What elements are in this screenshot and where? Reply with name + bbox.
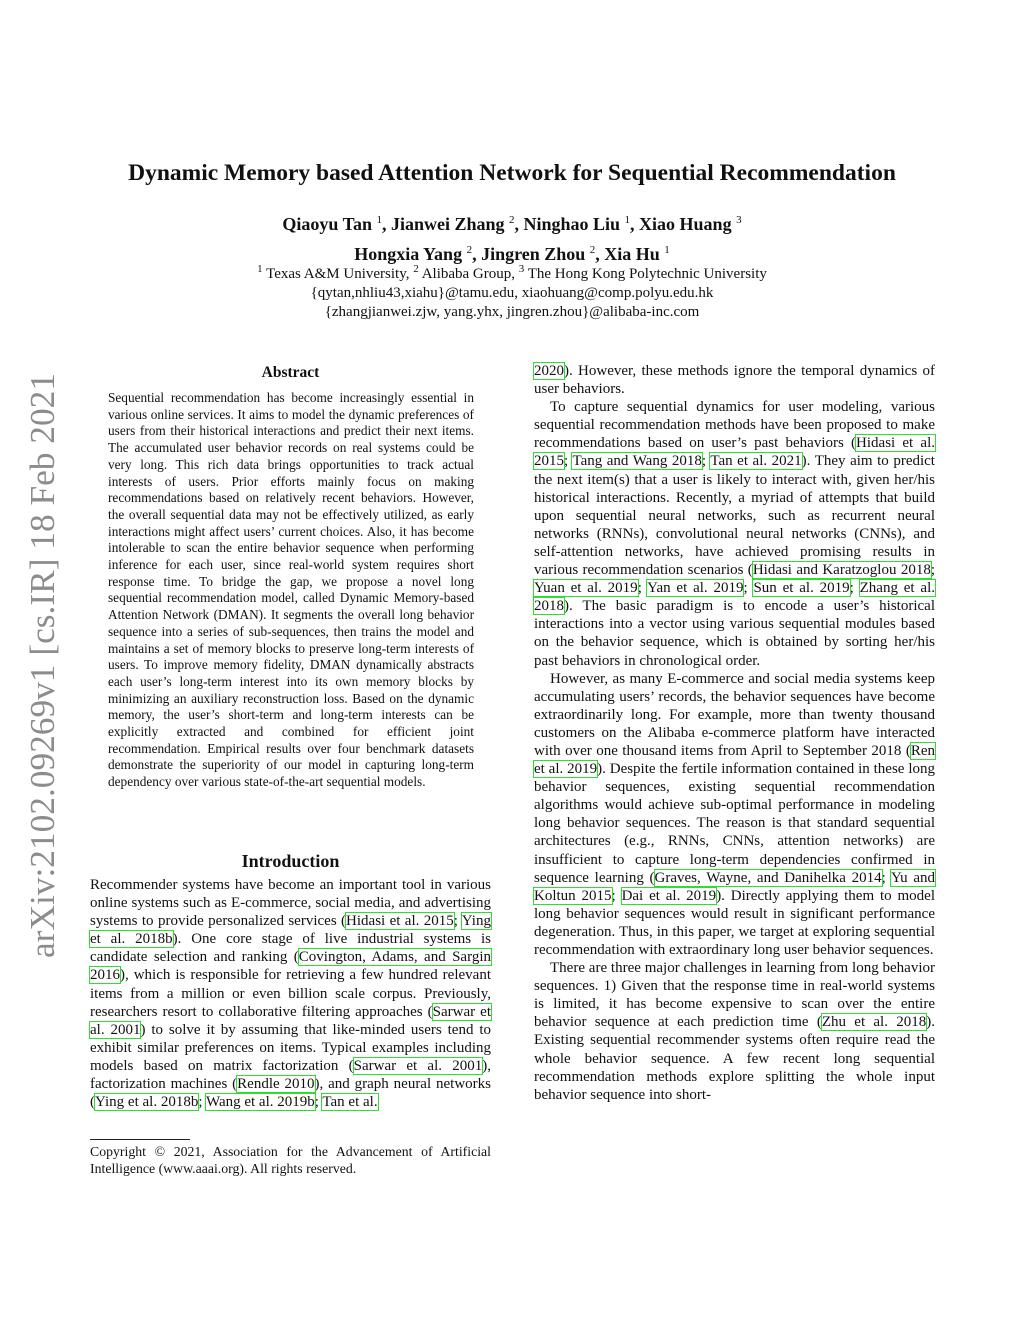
citation-link[interactable]: Ying et al. 2018b	[95, 1094, 199, 1111]
intro-paragraph-3	[534, 670, 935, 960]
author-affil-sup: 1	[376, 214, 382, 226]
text-run: ;	[637, 580, 648, 597]
author-affil-sup: 1	[624, 214, 631, 226]
text-run: ;	[314, 1094, 323, 1111]
text-run: ;	[611, 887, 622, 904]
citation-link[interactable]: Hidasi et al. 2015	[346, 913, 454, 930]
paper-title: Dynamic Memory based Attention Network for Sequential Recommendation	[128, 160, 896, 186]
copyright-footnote: Copyright © 2021, Association for the Advancement of Artificial Intelligence (www.aaai.org). All rights reserved.	[90, 1144, 491, 1176]
affiliation-3: The Hong Kong Polytechnic University	[527, 266, 767, 282]
intro-paragraph-2	[534, 398, 935, 669]
citation-link[interactable]: Dai et al. 2019	[621, 887, 717, 904]
author-affil-sup: 2	[509, 214, 515, 226]
text-run: ;	[198, 1094, 206, 1111]
affiliation-2: Alibaba Group,	[421, 266, 515, 282]
text-run: ). Directly applying them to model long behavior sequences would result in significant performance degeneration. Thus, in this paper, we target at exploring sequential recommendation with extraordinary long user behavior sequences.	[534, 887, 935, 958]
text-run: ;	[849, 580, 860, 597]
citation-link[interactable]: Sarwar et al. 2001	[90, 1003, 491, 1038]
text-run: ) to solve it by assuming that like-minded users tend to exhibit similar preferences on items. Typical examples including models based on matrix factorization (	[90, 1021, 491, 1074]
abstract-text: Sequential recommendation has become increasingly essential in various online services. It aims to model the dynamic preferences of users from their historical interactions and predict their next items. The accumulated user behavior records on real systems could be very long. This rich data brings opportunities to track actual interests of users. Prior efforts mainly focus on making recommendations based on relatively recent behaviors. However, the overall sequential data may not be effectively utilized, as early interactions might affect users’ current choices. Also, it has become intolerable to scan the entire behavior sequence when performing inference for each user, since real-world system requires short response time. To bridge the gap, we propose a novel long sequential recommendation model, called Dynamic Memory-based Attention Network (DMAN). It segments the overall long behavior sequence into a series of sub-sequences, then trains the model and maintains a set of memory blocks to preserve long-term interests of users. To improve memory fidelity, DMAN dynamically abstracts each user’s long-term interest into its own memory blocks by minimizing an auxiliary reconstruction loss. Based on the dynamic memory, the user’s short-term and long-term interests can be explicitly extracted and combined for efficient joint recommendation. Empirical results over four benchmark datasets demonstrate the superiority of our model in capturing long-term dependency over various state-of-the-art sequential models.	[108, 390, 474, 790]
text-run: ). Existing sequential recommender systems often require read the whole behavior sequence. A few recent long sequential recommendation methods explore splitting the whole input behavior sequence into short-	[534, 1014, 935, 1103]
text-run: ;	[701, 453, 711, 470]
author-affil-sup: 3	[736, 214, 742, 226]
intro-paragraph-1	[90, 876, 491, 1111]
text-run: ), which is responsible for retrieving a few hundred relevant items from a million or even billion scale corpus. Previously, researchers resort to collaborative filtering approaches (	[90, 967, 491, 1020]
email-line-2: {zhangjianwei.zjw, yang.yhx, jingren.zhou}@alibaba-inc.com	[324, 304, 700, 320]
author-name: Jingren Zhou	[481, 244, 586, 264]
citation-link[interactable]: Ying et al. 2018b	[90, 913, 491, 948]
citation-link[interactable]: Covington, Adams, and Sargin 2016	[90, 949, 491, 984]
text-run: ). However, these methods ignore the temporal dynamics of user behaviors.	[534, 363, 935, 398]
author-name: Jianwei Zhang	[390, 214, 505, 234]
citation-link[interactable]: Yan et al. 2019	[647, 580, 744, 597]
affiliation-1: Texas A&M University,	[266, 266, 410, 282]
text-run: There are three major challenges in learning from long behavior sequences. 1) Given that the response time in real-world systems is limited, it has become expensive to scan over the entire behavior sequence at each prediction time (	[534, 960, 935, 1031]
affiliation-line	[160, 260, 864, 284]
text-run: To capture sequential dynamics for user modeling, various sequential recommendation methods have been proposed to make recommendations based on user’s past behaviors (	[534, 399, 935, 452]
citation-link[interactable]: Graves, Wayne, and Danihelka 2014	[654, 869, 882, 886]
intro-paragraph-1-cont	[534, 362, 935, 398]
citation-link[interactable]: Ren et al. 2019	[534, 742, 935, 778]
arxiv-id-text: arXiv:2102.09269v1 [cs.IR] 18 Feb 2021	[23, 378, 62, 958]
email-line-1: {qytan,nhliu43,xiahu}@tamu.edu, xiaohuang@comp.polyu.edu.hk	[310, 285, 714, 301]
author-line-2: Hongxia Yang $^2$, Jingren Zhou $^2$, Xia Hu $^1$	[354, 244, 670, 264]
text-run: ;	[453, 913, 462, 930]
text-run: ;	[743, 580, 754, 597]
citation-link[interactable]: Tan et al. 2021	[710, 453, 802, 470]
author-name: Ninghao Liu	[523, 214, 621, 234]
citation-link[interactable]: Tan et al.	[322, 1094, 378, 1111]
citation-link[interactable]: Yu and Koltun 2015	[534, 869, 936, 904]
author-name: Xiao Huang	[639, 214, 732, 234]
citation-link[interactable]: Zhang et al. 2018	[534, 580, 935, 615]
affil-sup: 1	[257, 263, 263, 275]
author-name: Qiaoyu Tan	[282, 214, 372, 234]
text-run: ). Despite the fertile information contained in these long behavior sequences, existing sequential recommendation algorithms would achieve sub-optimal performance in modeling long behavior sequences. The reason is that standard sequential architectures (e.g., RNNs, CNNs, attention networks) are insufficient to capture long-term dependencies confirmed in sequence learning (	[534, 761, 935, 886]
text-run: ), factorization machines (	[90, 1057, 491, 1093]
citation-link[interactable]: Rendle 2010	[237, 1076, 315, 1093]
arxiv-stamp-svg	[10, 368, 70, 958]
text-run: ;	[881, 869, 891, 886]
affil-sup: 3	[518, 263, 525, 275]
citation-link[interactable]: Sarwar et al. 2001	[353, 1057, 483, 1074]
citation-link[interactable]: Hidasi and Karatzoglou 2018	[752, 562, 931, 579]
text-run: ;	[564, 453, 573, 470]
citation-link[interactable]: 2020	[534, 363, 564, 379]
introduction-right-column	[534, 362, 935, 1104]
citation-link[interactable]: Yuan et al. 2019	[534, 580, 638, 597]
text-run: However, as many E-commerce and social media systems keep accumulating users’ records, the behavior sequences have become extraordinarily long. For example, more than twenty thousand customers on the Alibaba e-commerce platform have interacted with over one thousand items from April to September 2018 (	[534, 670, 935, 759]
introduction-left-column	[90, 876, 491, 1111]
text-run: ;	[930, 562, 935, 579]
citation-link[interactable]: Zhu et al. 2018	[821, 1014, 927, 1031]
citation-link[interactable]: Tang and Wang 2018	[572, 453, 702, 470]
author-affil-sup: 2	[589, 244, 596, 256]
citation-link[interactable]: Hidasi et al. 2015	[534, 435, 935, 470]
author-name: Hongxia Yang	[354, 244, 463, 264]
citation-link[interactable]: Wang et al. 2019b	[205, 1094, 315, 1111]
text-run: ). One core stage of live industrial systems is candidate selection and ranking (	[90, 931, 491, 966]
citation-link[interactable]: Sun et al. 2019	[753, 580, 850, 597]
affil-sup: 2	[413, 263, 419, 275]
text-run: ). The basic paradigm is to encode a user’s historical interactions into a vector using various sequential modules based on the behavior sequence, which is obtained by sorting her/his past behaviors in chronological order.	[534, 598, 935, 669]
author-list	[160, 207, 864, 267]
text-run: ), and graph neural networks (	[90, 1076, 491, 1111]
author-affil-sup: 2	[466, 244, 473, 256]
text-run: Recommender systems have become an important tool in various online systems such as E-commerce, social media, and advertising systems to provide personalized services (	[90, 877, 491, 930]
abstract-heading: Abstract	[261, 364, 320, 381]
author-name: Xia Hu	[604, 244, 660, 264]
affiliations	[160, 260, 864, 322]
footnote-rule	[90, 1139, 190, 1140]
introduction-heading: Introduction	[241, 851, 340, 871]
arxiv-stamp	[10, 368, 70, 958]
author-line-1: Qiaoyu Tan $^1$, Jianwei Zhang $^2$, Ninghao Liu $^1$, Xiao Huang $^3$	[282, 214, 742, 234]
author-affil-sup: 1	[664, 244, 670, 256]
text-run: ). They aim to predict the next item(s) that a user is likely to interact with, given her/his historical interactions. Recently, a myriad of attempts that build upon sequential neural networks, such as recurrent neural networks (RNNs), convolutional neural networks (CNNs), and self-attention networks, have achieved promising results in various recommendation scenarios (	[534, 453, 935, 579]
intro-paragraph-4	[534, 959, 935, 1104]
